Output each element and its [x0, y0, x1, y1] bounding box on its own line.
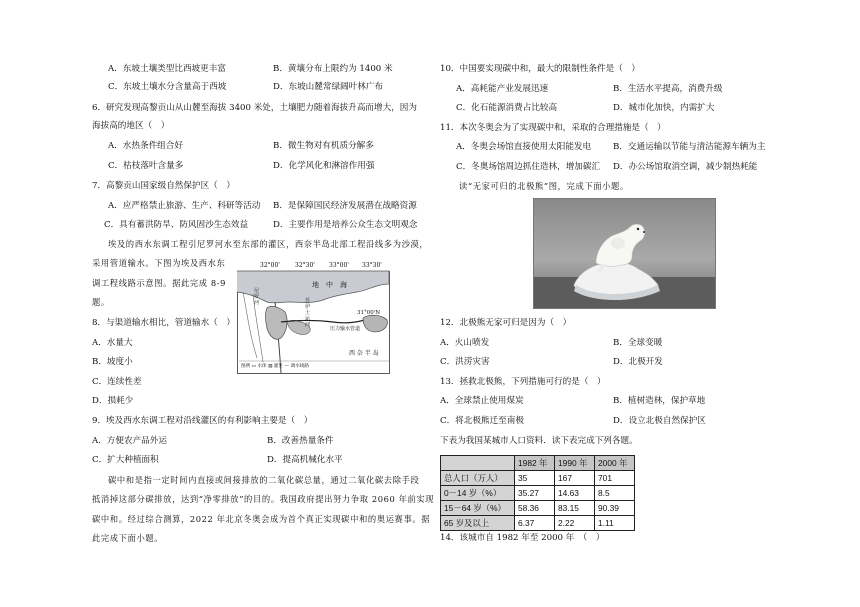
q7-option-b: B．是保障国民经济发展潜在战略资源	[273, 201, 417, 211]
q10-option-d: D．城市化加快，内需扩大	[613, 103, 715, 113]
q7-stem: 7．高黎贡山国家级自然保护区（ ）	[92, 181, 235, 191]
q6-option-d: D．化学风化和淋溶作用强	[273, 161, 375, 171]
q10-option-a: A．高耗能产业发展迅速	[456, 84, 549, 94]
q11-option-b: B．交通运输以节能与清洁能源车辆为主	[613, 142, 766, 152]
map-longitude-4: 33°30'	[362, 262, 382, 269]
table-cell: 35.27	[515, 486, 555, 501]
table-cell: 2.22	[555, 516, 595, 531]
intro-8-9-line2: 采用管道输水。下图为埃及西水东	[92, 258, 226, 268]
q7-option-a: A．应严格禁止旅游、生产、科研等活动	[108, 201, 261, 211]
q12-option-d: D．北极开发	[613, 357, 663, 367]
table-cell: 14.63	[555, 486, 595, 501]
q6-stem-line1: 6．研究发现高黎贡山从山麓至海拔 3400 米处，土壤肥力随着海拔升高而增大，因为	[92, 103, 417, 113]
q11-stem: 11．本次冬奥会为了实现碳中和，采取的合理措施是（ ）	[440, 123, 666, 133]
map-suez-label: 苏伊士运河	[305, 298, 311, 328]
q5-option-c: C．东坡土壤水分含量高于西坡	[108, 82, 227, 92]
table-cell: 58.36	[515, 501, 555, 516]
q8-option-b: B．坡度小	[92, 357, 133, 367]
table-row-label: 65 岁及以上	[441, 516, 515, 531]
map-nile-label: 尼罗河	[254, 288, 260, 306]
q10-option-c: C．化石能源消费占比较高	[456, 103, 558, 113]
table-cell: 8.5	[595, 486, 635, 501]
q11-option-d: D．办公场馆取消空调，减少制热耗能	[613, 162, 758, 172]
q9-option-a: A．方便农产品外运	[92, 436, 167, 446]
table-cell: 6.37	[515, 516, 555, 531]
q6-option-c: C．枯枝落叶含量多	[108, 161, 184, 171]
q13-option-b: B．植树造林，保护草地	[613, 396, 706, 406]
map-legend: 图例 ▭ 水体 ▨ 灌区 — 调水线路	[241, 364, 309, 369]
q13-stem: 13．拯救北极熊，下列措施可行的是（ ）	[440, 377, 606, 387]
carbon-intro-line3: 碳中和。经过综合测算，2022 年北京冬奥会成为首个真正实现碳中和的奥运赛事。据	[92, 514, 431, 524]
q12-option-c: C．洪涝灾害	[440, 357, 490, 367]
q9-option-b: B．改善热量条件	[267, 436, 334, 446]
q9-stem: 9．埃及西水东调工程对沿线灌区的有利影响主要是（ ）	[92, 416, 313, 426]
q5-option-d: D．东坡山麓常绿阔叶林广布	[273, 82, 384, 92]
map-longitude-2: 32°30'	[295, 262, 315, 269]
q5-option-a: A．东坡土壤类型比西坡更丰富	[108, 64, 226, 74]
q13-option-d: D．设立北极自然保护区	[613, 416, 706, 426]
intro-8-9-line1: 埃及的西水东调工程引尼罗河水至东部的灌区，西奈半岛北部工程沿线多为沙漠，	[108, 239, 429, 249]
q14-stem: 14．该城市自 1982 年至 2000 年 （ ）	[440, 533, 605, 543]
table-row-label: 15－64 岁（%）	[441, 501, 515, 516]
q11-option-a: A．冬奥会场馆直接使用太阳能发电	[456, 142, 592, 152]
table-header-cell: 1990 年	[555, 456, 595, 471]
carbon-intro-line2: 抵消掉这部分碳排放，达到“净零排放”的目的。我国政府提出努力争取 2060 年前实现	[92, 494, 435, 504]
table-row	[441, 501, 635, 516]
q10-stem: 10．中国要实现碳中和，最大的限制性条件是（ ）	[440, 64, 640, 74]
table-cell: 167	[555, 471, 595, 486]
q9-option-c: C．扩大种植面积	[92, 455, 159, 465]
carbon-intro-line1: 碳中和是指一定时间内直接或间接排放的二氧化碳总量，通过二氧化碳去除手段	[108, 475, 420, 485]
q12-option-a: A．火山喷发	[440, 338, 490, 348]
table-header-cell: 1982 年	[515, 456, 555, 471]
table-row	[441, 471, 635, 486]
table-cell: 90.39	[595, 501, 635, 516]
map-longitude-1: 32°00'	[260, 262, 280, 269]
q9-option-d: D．提高机械化水平	[267, 455, 343, 465]
q6-option-b: B．微生物对有机质分解多	[273, 141, 374, 151]
q8-option-c: C．连续性差	[92, 377, 142, 387]
q5-option-b: B．黄壤分布上限约为 1400 米	[273, 64, 393, 74]
q12-stem: 12．北极熊无家可归是因为（ ）	[440, 318, 572, 328]
polar-bear-photo	[533, 198, 716, 309]
q12-option-b: B．全球变暖	[613, 338, 663, 348]
intro-8-9-line3: 调工程线路示意图。据此完成 8-9	[92, 278, 227, 288]
table-cell: 701	[595, 471, 635, 486]
table-intro: 下表为我国某城市人口资料．读下表完成下列各题。	[440, 436, 638, 446]
table-header-cell	[441, 456, 515, 471]
q6-option-a: A．水热条件组合好	[108, 141, 183, 151]
q8-stem: 8．与渠道输水相比，管道输水（ ）	[92, 318, 235, 328]
intro-8-9-line4: 题。	[92, 297, 110, 307]
table-cell: 1.11	[595, 516, 635, 531]
population-table	[440, 455, 635, 531]
q7-option-d: D．主要作用是培养公众生态文明观念	[273, 220, 418, 230]
map-longitude-3: 33°00'	[329, 262, 349, 269]
table-row	[441, 516, 635, 531]
carbon-intro-line4: 此完成下面小题。	[92, 533, 164, 543]
q8-option-a: A．水量大	[92, 338, 133, 348]
table-header-row	[441, 456, 635, 471]
q11-option-c: C．冬奥场馆周边抓住造林，增加碳汇	[456, 162, 601, 172]
table-row-label: 总人口（万人）	[441, 471, 515, 486]
q8-option-d: D．损耗少	[92, 396, 134, 406]
q13-option-a: A．全球禁止使用煤炭	[440, 396, 524, 406]
table-header-cell: 2000 年	[595, 456, 635, 471]
polar-bear-intro: 读“无家可归的北极熊”图，完成下面小题。	[459, 181, 629, 191]
map-sinai-label: 西 奈 半 岛	[349, 350, 379, 357]
water-transfer-map	[237, 262, 390, 374]
table-cell: 83.15	[555, 501, 595, 516]
q7-option-c: C．具有蓄洪防旱、防风固沙生态效益	[104, 220, 249, 230]
table-row-label: 0－14 岁（%）	[441, 486, 515, 501]
q6-stem-line2: 海拔高的地区（ ）	[92, 121, 170, 131]
q10-option-b: B．生活水平提高，消费升级	[613, 84, 723, 94]
map-pipeline-label: 压力输水管道	[330, 326, 361, 332]
map-latitude: 31°00'N	[357, 310, 381, 316]
table-cell: 35	[515, 471, 555, 486]
map-sea-label: 地 中 海	[312, 281, 347, 289]
q13-option-c: C．将北极熊迁至南极	[440, 416, 524, 426]
table-row	[441, 486, 635, 501]
